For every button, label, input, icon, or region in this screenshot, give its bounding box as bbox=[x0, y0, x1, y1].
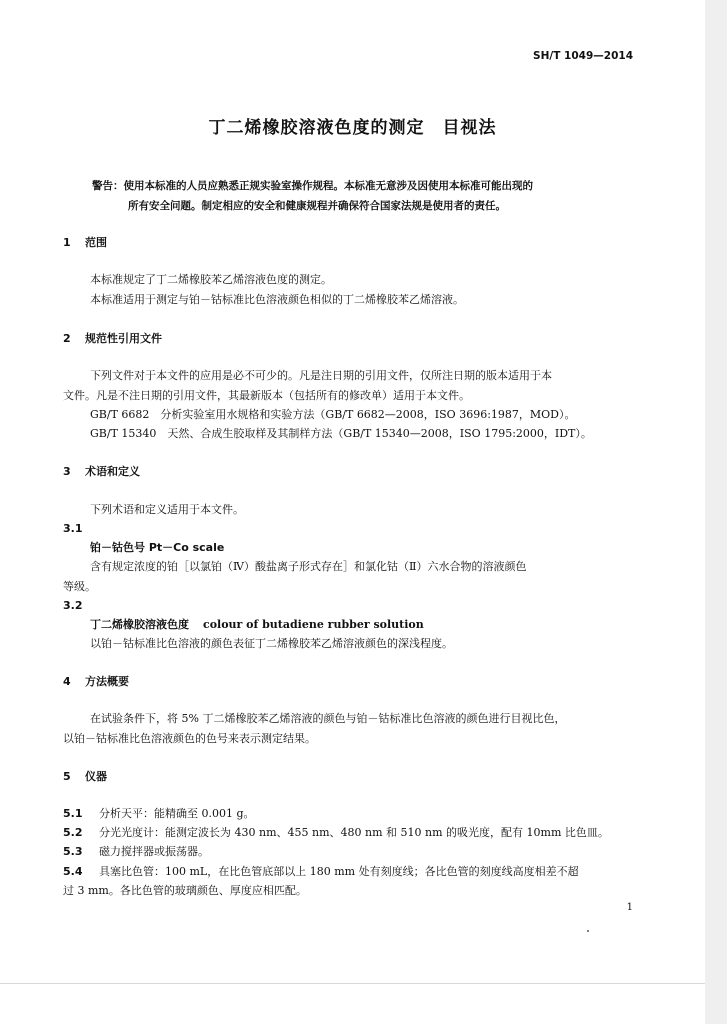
section-5-heading bbox=[63, 770, 107, 783]
section-title: 规范性引用文件 bbox=[85, 332, 162, 345]
section-2-paragraph-line-2: 文件。凡是不注日期的引用文件，其最新版本（包括所有的修改单）适用于本文件。 bbox=[63, 389, 470, 402]
clause-text: 磁力搅拌器或振荡器。 bbox=[99, 845, 209, 858]
clause-text: 分光光度计：能测定波长为 430 nm、455 nm、480 nm 和 510 nm 的吸光度，配有 10mm 比色皿。 bbox=[99, 826, 609, 839]
section-3-heading bbox=[63, 465, 140, 478]
normative-reference-1: GB/T 6682 分析实验室用水规格和实验方法（GB/T 6682—2008，ISO 3696:1987，MOD）。 bbox=[90, 408, 576, 421]
section-title: 范围 bbox=[85, 236, 107, 249]
section-1-heading bbox=[63, 236, 107, 249]
term-3-1-definition-line-1: 含有规定浓度的铂［以氯铂（Ⅳ）酸盐离子形式存在］和氯化钴（Ⅱ）六水合物的溶液颜色 bbox=[90, 560, 527, 573]
section-number: 4 bbox=[63, 675, 71, 688]
standard-number: SH/T 1049—2014 bbox=[533, 50, 633, 62]
section-number: 3 bbox=[63, 465, 71, 478]
clause-number: 5.3 bbox=[63, 845, 83, 858]
term-3-2-name bbox=[90, 618, 424, 631]
section-4-paragraph-line-2: 以铂－钴标准比色溶液颜色的色号来表示测定结果。 bbox=[63, 732, 316, 745]
instrument-5-4 bbox=[63, 865, 579, 878]
normative-reference-2: GB/T 15340 天然、合成生胶取样及其制样方法（GB/T 15340—2008，ISO 1795:2000，IDT）。 bbox=[90, 427, 592, 440]
section-2-heading bbox=[63, 332, 162, 345]
section-2-paragraph-line-1: 下列文件对于本文件的应用是必不可少的。凡是注日期的引用文件，仅所注日期的版本适用于本 bbox=[90, 369, 552, 382]
section-title: 方法概要 bbox=[85, 675, 129, 688]
section-number: 2 bbox=[63, 332, 71, 345]
section-1-paragraph-1: 本标准规定了丁二烯橡胶苯乙烯溶液色度的测定。 bbox=[90, 273, 332, 286]
section-3-intro: 下列术语和定义适用于本文件。 bbox=[90, 503, 244, 516]
clause-number: 5.4 bbox=[63, 865, 83, 878]
section-title: 仪器 bbox=[85, 770, 107, 783]
page-number: 1 bbox=[626, 902, 633, 913]
term-3-1-name: 铂－钴色号 Pt－Co scale bbox=[90, 541, 225, 554]
section-number: 1 bbox=[63, 236, 71, 249]
term-3-1-number: 3.1 bbox=[63, 522, 83, 535]
clause-number: 5.2 bbox=[63, 826, 83, 839]
instrument-5-3 bbox=[63, 845, 209, 858]
scan-speck bbox=[587, 930, 589, 932]
term-3-2-number: 3.2 bbox=[63, 599, 83, 612]
section-title: 术语和定义 bbox=[85, 465, 140, 478]
instrument-5-4-line-2: 过 3 mm。各比色管的玻璃颜色、厚度应相匹配。 bbox=[63, 884, 307, 897]
instrument-5-1 bbox=[63, 807, 255, 820]
viewer-margin bbox=[705, 0, 727, 1024]
term-3-2-name-zh: 丁二烯橡胶溶液色度 bbox=[90, 618, 189, 631]
clause-text-line-1: 具塞比色管：100 mL，在比色管底部以上 180 mm 处有刻度线；各比色管的刻度线高度相差不超 bbox=[99, 865, 579, 878]
warning-line-1: 警告：使用本标准的人员应熟悉正规实验室操作规程。本标准无意涉及因使用本标准可能出现的 bbox=[92, 180, 533, 192]
warning-line-2: 所有安全问题。制定相应的安全和健康规程并确保符合国家法规是使用者的责任。 bbox=[128, 200, 506, 212]
term-3-2-definition: 以铂－钴标准比色溶液的颜色表征丁二烯橡胶苯乙烯溶液颜色的深浅程度。 bbox=[90, 637, 453, 650]
clause-text: 分析天平：能精确至 0.001 g。 bbox=[99, 807, 255, 820]
page-bottom-edge bbox=[0, 983, 705, 984]
clause-number: 5.1 bbox=[63, 807, 83, 820]
instrument-5-2 bbox=[63, 826, 609, 839]
section-number: 5 bbox=[63, 770, 71, 783]
section-1-paragraph-2: 本标准适用于测定与铂－钴标准比色溶液颜色相似的丁二烯橡胶苯乙烯溶液。 bbox=[90, 293, 464, 306]
term-3-1-definition-line-2: 等级。 bbox=[63, 580, 96, 593]
section-4-heading bbox=[63, 675, 129, 688]
term-3-2-name-en: colour of butadiene rubber solution bbox=[203, 618, 424, 631]
document-title: 丁二烯橡胶溶液色度的测定 目视法 bbox=[208, 118, 497, 138]
section-4-paragraph-line-1: 在试验条件下，将 5% 丁二烯橡胶苯乙烯溶液的颜色与铂－钴标准比色溶液的颜色进行目视比色， bbox=[90, 712, 566, 725]
